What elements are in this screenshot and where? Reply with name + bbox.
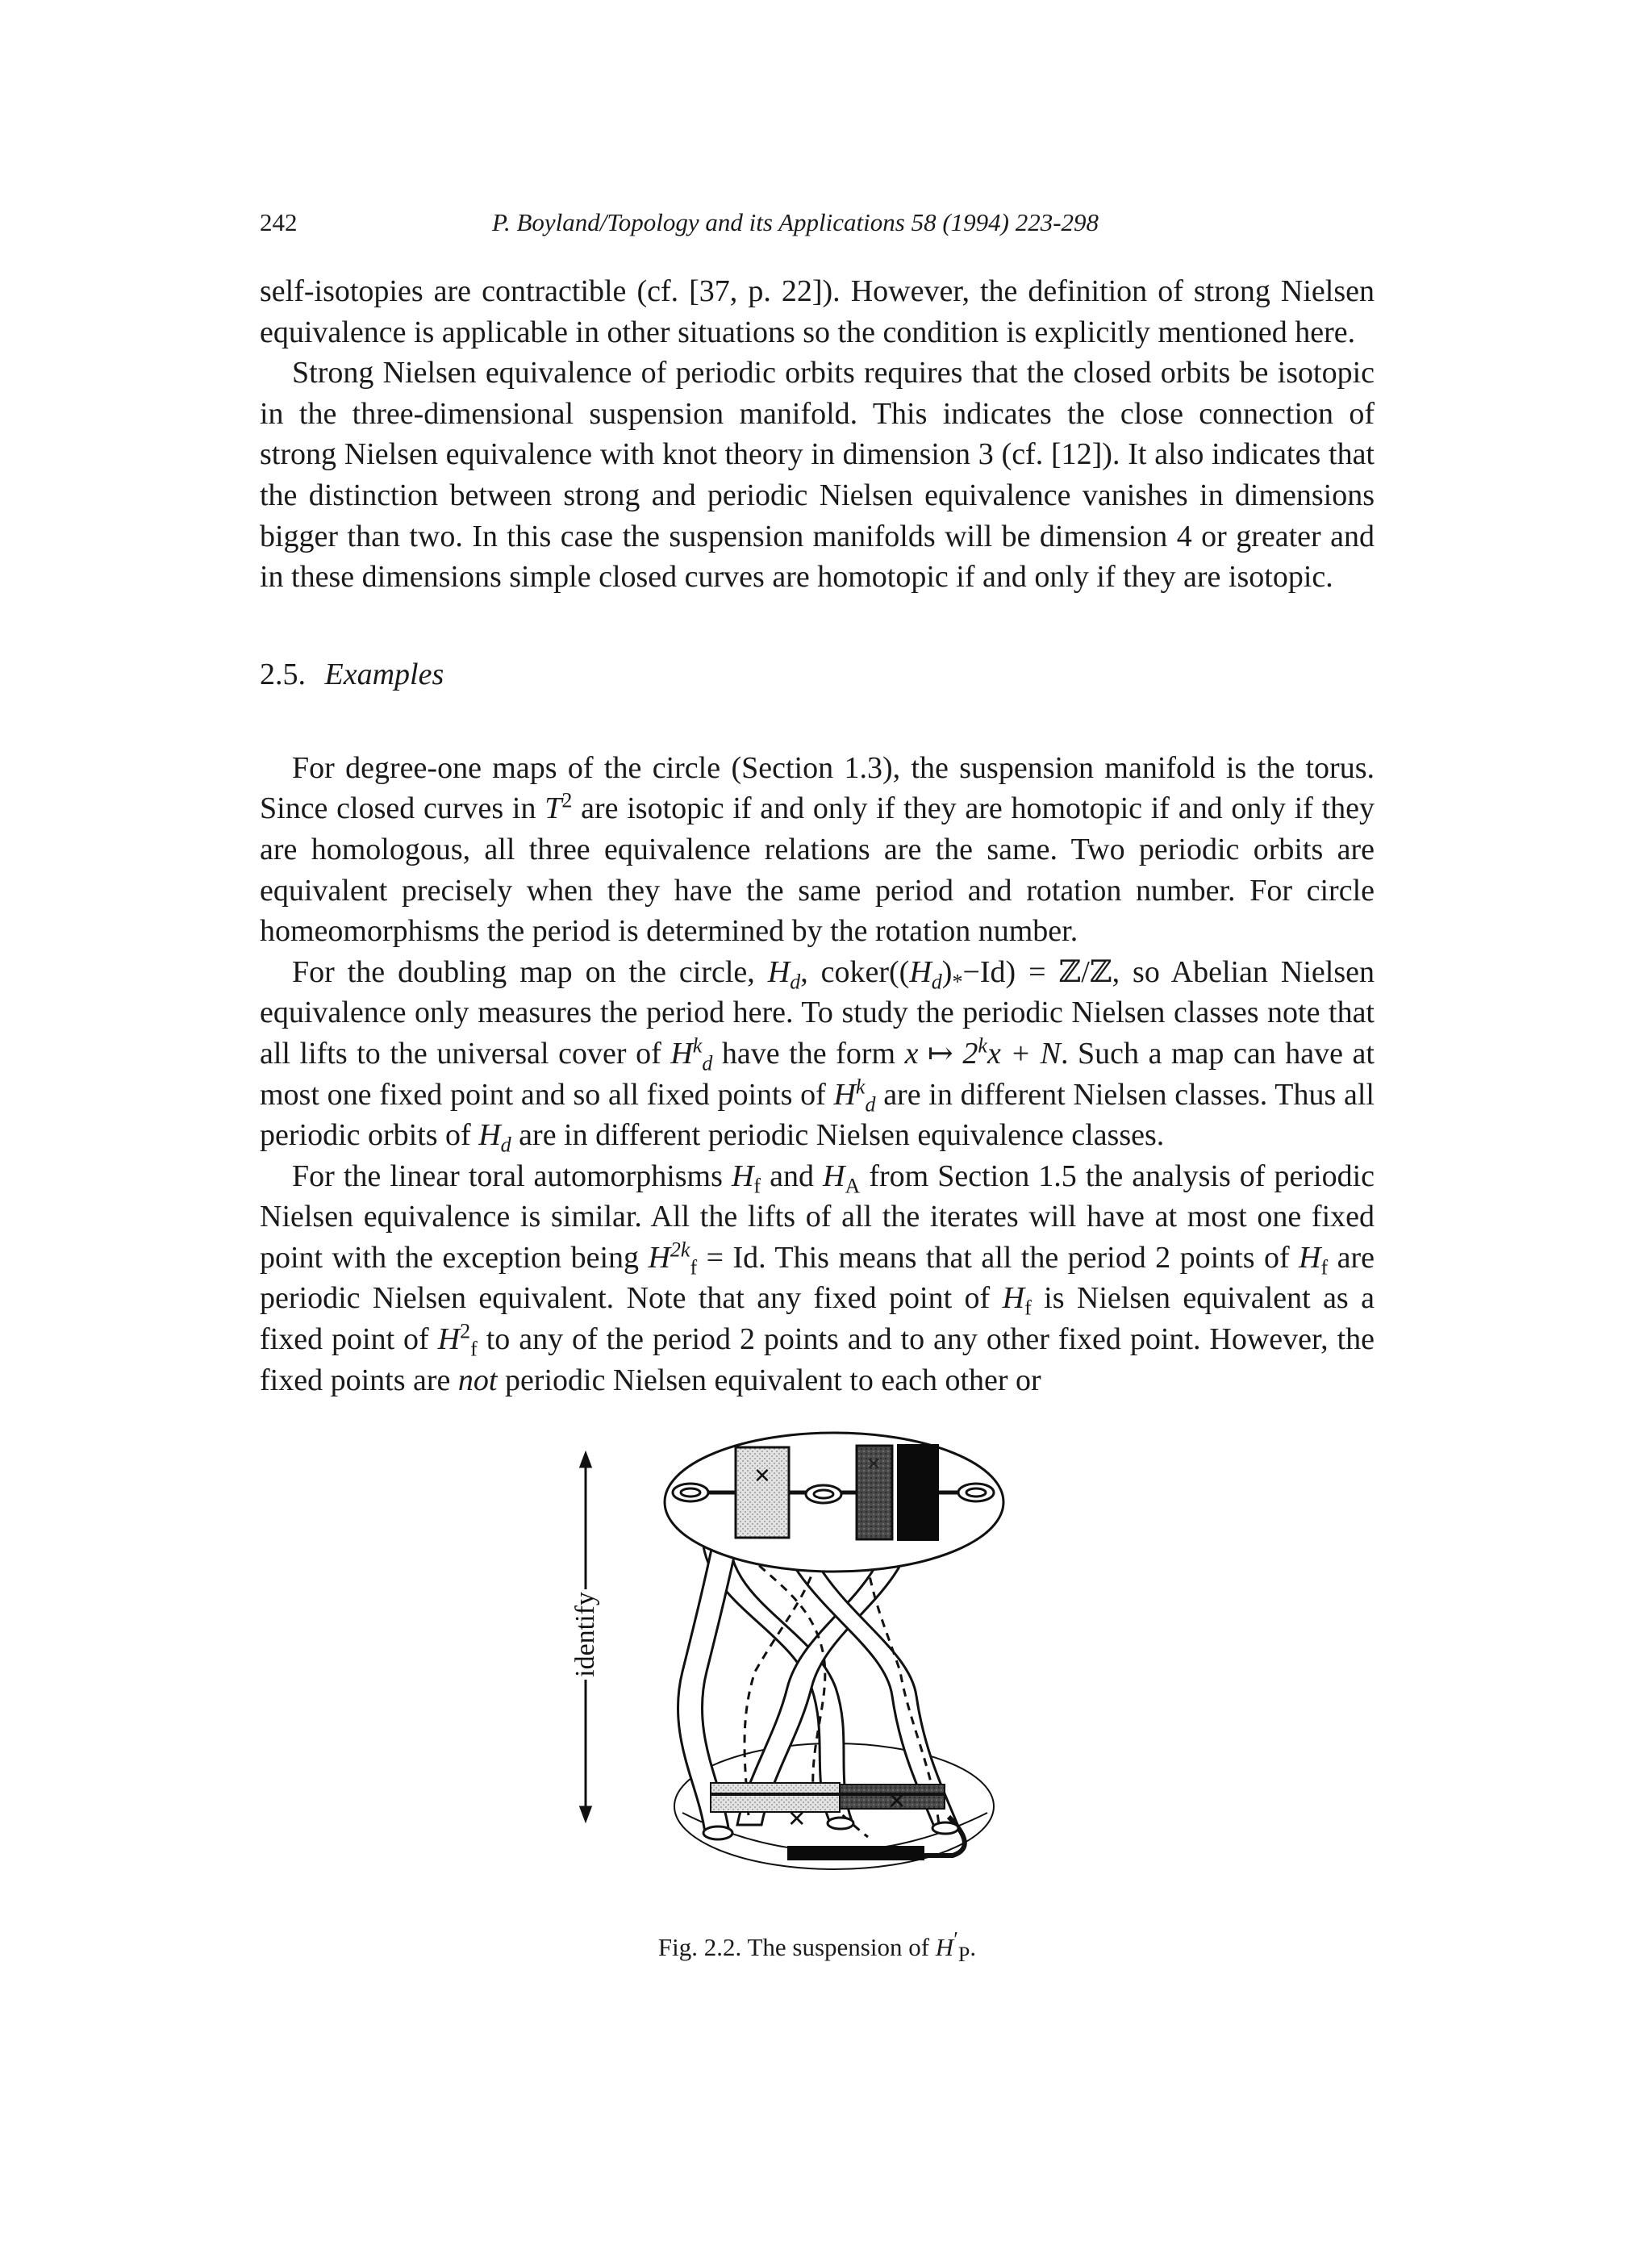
- page-header: [260, 208, 1373, 244]
- top-box-light: [736, 1447, 789, 1538]
- paragraph-3: For degree-one maps of the circle (Section 1.3), the suspension manifold is the torus. Since closed curves in $T^2$ are isotopic if and only if they are homotopic if and only if they are homologous, all three equivalence relations are the same. Two periodic orbits are equivalent precisely when they have the same period and rotation number. For circle homeomorphisms the period is determined by the rotation number.: [260, 750, 1375, 949]
- section-heading: [260, 654, 1375, 695]
- section-number: 2.5.: [260, 657, 306, 691]
- top-cross-1: ✕: [753, 1464, 771, 1488]
- identify-label: identify: [570, 1592, 600, 1677]
- suspension-diagram: [545, 1413, 1062, 1930]
- page-number: 242: [260, 208, 298, 236]
- running-head: P. Boyland/Topology and its Applications 58 (1994) 223-298: [492, 208, 1099, 236]
- paragraph-5: For the linear toral automorphisms $H_f$ and $H_A$ from Section 1.5 the analysis of periodic Nielsen equivalence is similar. All the lifts of all the iterates will have at most one fixed point with the exception being $H^{2k}_f = Id$. This means that all the period 2 points of $H_f$ are periodic Nielsen equivalent. Note that any fixed point of $H_f$ is Nielsen equivalent as a fixed point of $H^2_f$ to any of the period 2 points and to any other fixed point. However, the fixed points are not periodic Nielsen equivalent to each other or: [260, 1158, 1375, 1397]
- bottom-dark-bar: [787, 1846, 924, 1860]
- paragraph-1: self-isotopies are contractible (cf. [37, p. 22]). However, the definition of strong Nielsen equivalence is applicable in other situations so the condition is explicitly mentioned here.: [260, 274, 1375, 349]
- top-cross-2: ✕: [866, 1455, 882, 1475]
- section-title: Examples: [324, 657, 444, 691]
- paragraph-2: Strong Nielsen equivalence of periodic orbits requires that the closed orbits be isotopic in the three-dimensional suspension manifold. This indicates the close connection of strong Nielsen equivalence with knot theory in dimension 3 (cf. [12]). It also indicates that the distinction between strong and periodic Nielsen equivalence vanishes in dimensions bigger than two. In this case the suspension manifolds will be dimension 4 or greater and in these dimensions simple closed curves are homotopic if and only if they are isotopic.: [260, 356, 1375, 595]
- bottom-cross-1: ✕: [787, 1806, 807, 1832]
- paragraph-4: For the doubling map on the circle, $H_d$, $coker((H_d)_*-Id)$ = ℤ/ℤ, so Abelian Nielsen equivalence only measures the period here. To study the periodic Nielsen classes note that all lifts to the universal cover of $H^k_d$ have the form x ↦ $2^kx + N$. Such a map can have at most one fixed point and so all fixed points of $H^k_d$ are in different Nielsen classes. Thus all periodic orbits of $H_d$ are in different periodic Nielsen equivalence classes.: [260, 954, 1375, 1157]
- body-text: [260, 271, 1375, 1401]
- figure-caption: Fig. 2.2. The suspension of $H'_P$.: [657, 1927, 977, 1967]
- bottom-cross-2: ✕: [887, 1788, 907, 1814]
- figure-suspension: [545, 1413, 1062, 1930]
- top-box-dark: [897, 1444, 939, 1541]
- bottom-band-light: [711, 1783, 840, 1812]
